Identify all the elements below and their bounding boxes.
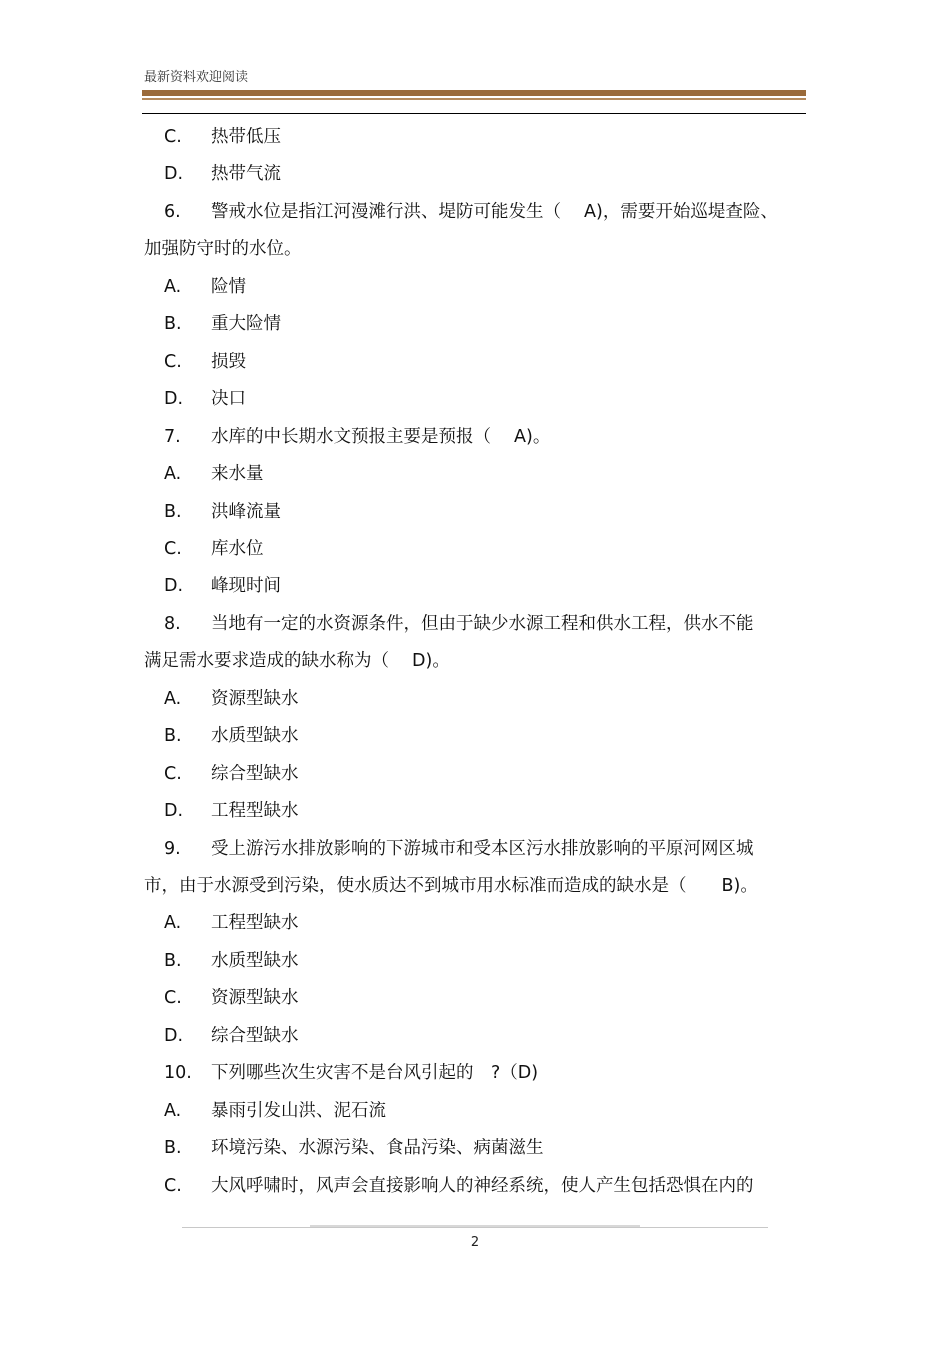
question-number: 6. xyxy=(164,202,181,222)
header-rule-thin xyxy=(142,98,806,100)
question-text: 当地有一定的水资源条件，但由于缺少水源工程和供水工程，供水不能 xyxy=(211,614,754,634)
header-title: 最新资料欢迎阅读 xyxy=(144,70,249,85)
option-text: 综合型缺水 xyxy=(211,764,299,784)
option-label: A. xyxy=(164,689,182,709)
question-number: 7. xyxy=(164,427,181,447)
line-text: 市，由于水源受到污染，使水质达不到城市用水标准而造成的缺水是（ B)。 xyxy=(144,876,758,896)
option-text: 环境污染、水源污染、食品污染、病菌滋生 xyxy=(211,1138,544,1158)
page-number: 2 xyxy=(470,1235,480,1250)
option-text: 重大险情 xyxy=(211,314,281,334)
option-label: B. xyxy=(164,951,182,971)
line-text: 加强防守时的水位。 xyxy=(144,239,302,259)
option-text: 大风呼啸时，风声会直接影响人的神经系统，使人产生包括恐惧在内的 xyxy=(211,1176,754,1196)
option-label: C. xyxy=(164,127,182,147)
option-text: 库水位 xyxy=(211,539,264,559)
option-label: D. xyxy=(164,164,184,184)
question-number: 8. xyxy=(164,614,181,634)
option-label: D. xyxy=(164,801,184,821)
option-text: 来水量 xyxy=(211,464,264,484)
option-label: C. xyxy=(164,1176,182,1196)
footer-rule xyxy=(182,1227,768,1228)
option-label: D. xyxy=(164,576,184,596)
option-label: C. xyxy=(164,988,182,1008)
option-label: C. xyxy=(164,539,182,559)
header-rule-black xyxy=(142,113,806,114)
option-label: D. xyxy=(164,389,184,409)
option-text: 损毁 xyxy=(211,352,246,372)
option-text: 洪峰流量 xyxy=(211,502,281,522)
option-label: B. xyxy=(164,502,182,522)
option-text: 资源型缺水 xyxy=(211,689,299,709)
option-text: 水质型缺水 xyxy=(211,726,299,746)
option-label: D. xyxy=(164,1026,184,1046)
question-text: 下列哪些次生灾害不是台风引起的 ?（D) xyxy=(211,1063,539,1083)
header-rule-thick xyxy=(142,90,806,96)
option-text: 险情 xyxy=(211,277,246,297)
option-text: 综合型缺水 xyxy=(211,1026,299,1046)
option-label: A. xyxy=(164,277,182,297)
option-label: B. xyxy=(164,726,182,746)
question-number: 9. xyxy=(164,839,181,859)
option-text: 峰现时间 xyxy=(211,576,281,596)
question-text: 水库的中长期水文预报主要是预报（ A)。 xyxy=(211,427,551,447)
option-label: A. xyxy=(164,1101,182,1121)
option-label: C. xyxy=(164,352,182,372)
option-label: B. xyxy=(164,314,182,334)
question-number: 10. xyxy=(164,1063,192,1083)
option-label: B. xyxy=(164,1138,182,1158)
option-text: 暴雨引发山洪、泥石流 xyxy=(211,1101,386,1121)
option-text: 水质型缺水 xyxy=(211,951,299,971)
option-label: A. xyxy=(164,464,182,484)
option-label: C. xyxy=(164,764,182,784)
question-text: 受上游污水排放影响的下游城市和受本区污水排放影响的平原河网区城 xyxy=(211,839,754,859)
option-text: 资源型缺水 xyxy=(211,988,299,1008)
question-text: 警戒水位是指江河漫滩行洪、堤防可能发生（ A)，需要开始巡堤查险、 xyxy=(211,202,778,222)
line-text: 满足需水要求造成的缺水称为（ D)。 xyxy=(144,651,450,671)
option-text: 热带低压 xyxy=(211,127,281,147)
option-label: A. xyxy=(164,913,182,933)
option-text: 工程型缺水 xyxy=(211,801,299,821)
option-text: 工程型缺水 xyxy=(211,913,299,933)
option-text: 决口 xyxy=(211,389,246,409)
option-text: 热带气流 xyxy=(211,164,281,184)
